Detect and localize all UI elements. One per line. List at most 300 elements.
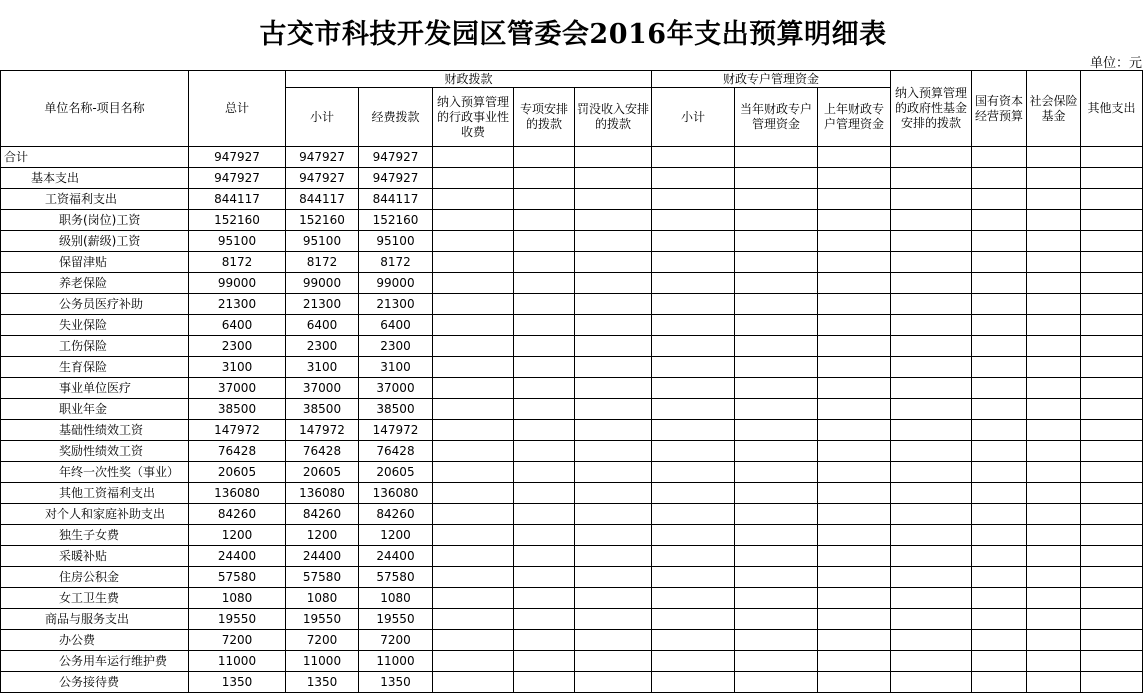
row-empty-cell — [972, 147, 1027, 168]
row-empty-cell — [972, 525, 1027, 546]
row-fiscal-funding: 84260 — [359, 504, 433, 525]
row-empty-cell — [514, 273, 575, 294]
row-empty-cell — [1081, 315, 1143, 336]
row-empty-cell — [1027, 399, 1081, 420]
table-row — [1, 252, 1143, 273]
row-empty-cell — [735, 525, 818, 546]
row-empty-cell — [433, 399, 514, 420]
row-empty-cell — [1081, 378, 1143, 399]
row-empty-cell — [1027, 588, 1081, 609]
table-row — [1, 609, 1143, 630]
row-empty-cell — [652, 168, 735, 189]
header-name: 单位名称-项目名称 — [1, 71, 189, 147]
unit-label: 单位：元 — [1089, 56, 1142, 71]
row-empty-cell — [514, 546, 575, 567]
row-empty-cell — [652, 315, 735, 336]
row-empty-cell — [891, 210, 972, 231]
row-empty-cell — [652, 189, 735, 210]
row-empty-cell — [972, 462, 1027, 483]
row-empty-cell — [652, 147, 735, 168]
row-fiscal-subtotal: 147972 — [286, 420, 359, 441]
row-empty-cell — [1081, 231, 1143, 252]
row-name: 级别(薪级)工资 — [1, 231, 189, 252]
row-empty-cell — [1027, 609, 1081, 630]
row-empty-cell — [972, 399, 1027, 420]
row-empty-cell — [891, 315, 972, 336]
row-empty-cell — [735, 147, 818, 168]
header-state-capital: 国有资本经营预算 — [972, 71, 1027, 147]
row-empty-cell — [575, 609, 652, 630]
row-empty-cell — [972, 231, 1027, 252]
row-fiscal-funding: 947927 — [359, 147, 433, 168]
row-empty-cell — [735, 588, 818, 609]
row-name: 女工卫生费 — [1, 588, 189, 609]
row-empty-cell — [891, 231, 972, 252]
row-empty-cell — [433, 651, 514, 672]
table-row — [1, 147, 1143, 168]
row-empty-cell — [972, 672, 1027, 693]
row-empty-cell — [514, 567, 575, 588]
row-empty-cell — [652, 231, 735, 252]
row-empty-cell — [433, 315, 514, 336]
row-empty-cell — [891, 147, 972, 168]
row-empty-cell — [818, 504, 891, 525]
row-empty-cell — [1081, 336, 1143, 357]
row-empty-cell — [1081, 399, 1143, 420]
row-empty-cell — [433, 630, 514, 651]
row-fiscal-funding: 1080 — [359, 588, 433, 609]
row-fiscal-subtotal: 844117 — [286, 189, 359, 210]
row-empty-cell — [652, 420, 735, 441]
table-header — [1, 71, 1143, 147]
row-empty-cell — [514, 441, 575, 462]
row-empty-cell — [575, 294, 652, 315]
row-total: 57580 — [189, 567, 286, 588]
row-fiscal-funding: 947927 — [359, 168, 433, 189]
row-empty-cell — [1081, 420, 1143, 441]
row-empty-cell — [891, 651, 972, 672]
row-empty-cell — [575, 252, 652, 273]
row-empty-cell — [735, 504, 818, 525]
row-empty-cell — [575, 210, 652, 231]
row-empty-cell — [818, 525, 891, 546]
row-total: 8172 — [189, 252, 286, 273]
table-body — [1, 147, 1143, 693]
row-empty-cell — [433, 168, 514, 189]
row-name: 公务接待费 — [1, 672, 189, 693]
row-fiscal-subtotal: 19550 — [286, 609, 359, 630]
row-empty-cell — [1027, 462, 1081, 483]
row-empty-cell — [972, 588, 1027, 609]
row-fiscal-subtotal: 38500 — [286, 399, 359, 420]
row-empty-cell — [575, 567, 652, 588]
row-fiscal-subtotal: 1080 — [286, 588, 359, 609]
row-total: 1350 — [189, 672, 286, 693]
row-empty-cell — [514, 504, 575, 525]
row-total: 38500 — [189, 399, 286, 420]
row-total: 1200 — [189, 525, 286, 546]
table-row — [1, 651, 1143, 672]
row-empty-cell — [891, 630, 972, 651]
row-empty-cell — [575, 189, 652, 210]
header-gov-fund: 纳入预算管理的政府性基金安排的拨款 — [891, 71, 972, 147]
row-empty-cell — [1081, 567, 1143, 588]
row-empty-cell — [891, 546, 972, 567]
row-fiscal-subtotal: 24400 — [286, 546, 359, 567]
budget-table — [0, 70, 1143, 693]
table-row — [1, 525, 1143, 546]
row-empty-cell — [891, 567, 972, 588]
row-fiscal-subtotal: 947927 — [286, 168, 359, 189]
row-empty-cell — [575, 168, 652, 189]
row-name: 职务(岗位)工资 — [1, 210, 189, 231]
row-empty-cell — [972, 630, 1027, 651]
row-empty-cell — [652, 441, 735, 462]
row-empty-cell — [891, 252, 972, 273]
row-empty-cell — [891, 483, 972, 504]
row-empty-cell — [735, 546, 818, 567]
header-fiscal-subtotal: 小计 — [286, 88, 359, 147]
row-empty-cell — [1081, 147, 1143, 168]
table-row — [1, 273, 1143, 294]
row-empty-cell — [514, 252, 575, 273]
row-empty-cell — [652, 399, 735, 420]
row-name: 事业单位医疗 — [1, 378, 189, 399]
row-empty-cell — [575, 504, 652, 525]
row-empty-cell — [575, 399, 652, 420]
row-empty-cell — [735, 567, 818, 588]
row-empty-cell — [735, 399, 818, 420]
table-row — [1, 483, 1143, 504]
row-empty-cell — [1027, 567, 1081, 588]
row-empty-cell — [735, 168, 818, 189]
header-fiscal-funding: 经费拨款 — [359, 88, 433, 147]
row-total: 7200 — [189, 630, 286, 651]
row-fiscal-subtotal: 8172 — [286, 252, 359, 273]
row-fiscal-subtotal: 7200 — [286, 630, 359, 651]
row-empty-cell — [735, 273, 818, 294]
row-empty-cell — [972, 357, 1027, 378]
row-empty-cell — [818, 189, 891, 210]
row-empty-cell — [1027, 378, 1081, 399]
row-empty-cell — [1081, 546, 1143, 567]
row-empty-cell — [972, 651, 1027, 672]
row-empty-cell — [652, 630, 735, 651]
row-empty-cell — [1027, 672, 1081, 693]
table-row — [1, 336, 1143, 357]
row-empty-cell — [1081, 189, 1143, 210]
row-empty-cell — [652, 294, 735, 315]
row-empty-cell — [514, 525, 575, 546]
row-total: 1080 — [189, 588, 286, 609]
row-empty-cell — [433, 609, 514, 630]
row-empty-cell — [735, 378, 818, 399]
row-name: 工资福利支出 — [1, 189, 189, 210]
row-empty-cell — [818, 672, 891, 693]
row-empty-cell — [575, 378, 652, 399]
table-row — [1, 378, 1143, 399]
row-empty-cell — [818, 420, 891, 441]
row-fiscal-funding: 2300 — [359, 336, 433, 357]
row-total: 20605 — [189, 462, 286, 483]
row-empty-cell — [972, 273, 1027, 294]
row-fiscal-funding: 7200 — [359, 630, 433, 651]
row-empty-cell — [818, 651, 891, 672]
row-empty-cell — [514, 630, 575, 651]
row-empty-cell — [818, 357, 891, 378]
header-social-insurance: 社会保险基金 — [1027, 71, 1081, 147]
row-empty-cell — [891, 399, 972, 420]
row-empty-cell — [433, 231, 514, 252]
row-empty-cell — [1081, 168, 1143, 189]
row-name: 公务员医疗补助 — [1, 294, 189, 315]
row-empty-cell — [575, 336, 652, 357]
row-empty-cell — [1027, 231, 1081, 252]
row-empty-cell — [433, 294, 514, 315]
row-empty-cell — [514, 231, 575, 252]
row-total: 947927 — [189, 147, 286, 168]
row-empty-cell — [1081, 525, 1143, 546]
row-fiscal-subtotal: 1350 — [286, 672, 359, 693]
row-empty-cell — [818, 231, 891, 252]
row-fiscal-funding: 1200 — [359, 525, 433, 546]
row-name: 独生子女费 — [1, 525, 189, 546]
row-empty-cell — [1027, 441, 1081, 462]
row-empty-cell — [652, 252, 735, 273]
row-empty-cell — [1027, 546, 1081, 567]
row-fiscal-funding: 147972 — [359, 420, 433, 441]
row-name: 办公费 — [1, 630, 189, 651]
row-empty-cell — [652, 210, 735, 231]
row-empty-cell — [514, 168, 575, 189]
row-name: 对个人和家庭补助支出 — [1, 504, 189, 525]
row-empty-cell — [972, 252, 1027, 273]
row-name: 职业年金 — [1, 399, 189, 420]
row-empty-cell — [1081, 504, 1143, 525]
row-fiscal-funding: 1350 — [359, 672, 433, 693]
row-name: 商品与服务支出 — [1, 609, 189, 630]
table-row — [1, 168, 1143, 189]
row-fiscal-funding: 76428 — [359, 441, 433, 462]
row-empty-cell — [433, 441, 514, 462]
row-empty-cell — [818, 567, 891, 588]
row-empty-cell — [818, 168, 891, 189]
row-fiscal-funding: 11000 — [359, 651, 433, 672]
row-fiscal-subtotal: 37000 — [286, 378, 359, 399]
row-empty-cell — [433, 189, 514, 210]
row-empty-cell — [652, 672, 735, 693]
row-empty-cell — [652, 609, 735, 630]
row-empty-cell — [1027, 651, 1081, 672]
row-empty-cell — [514, 588, 575, 609]
row-empty-cell — [818, 441, 891, 462]
row-fiscal-funding: 21300 — [359, 294, 433, 315]
row-empty-cell — [735, 651, 818, 672]
row-fiscal-funding: 38500 — [359, 399, 433, 420]
table-row — [1, 189, 1143, 210]
row-empty-cell — [1027, 252, 1081, 273]
row-empty-cell — [433, 567, 514, 588]
row-empty-cell — [1081, 651, 1143, 672]
row-empty-cell — [818, 210, 891, 231]
row-total: 147972 — [189, 420, 286, 441]
row-fiscal-subtotal: 95100 — [286, 231, 359, 252]
row-empty-cell — [891, 273, 972, 294]
row-empty-cell — [1081, 588, 1143, 609]
row-empty-cell — [652, 504, 735, 525]
row-fiscal-subtotal: 2300 — [286, 336, 359, 357]
table-row — [1, 441, 1143, 462]
row-total: 37000 — [189, 378, 286, 399]
row-empty-cell — [433, 588, 514, 609]
row-empty-cell — [514, 609, 575, 630]
row-empty-cell — [972, 189, 1027, 210]
row-empty-cell — [575, 231, 652, 252]
row-name: 采暖补贴 — [1, 546, 189, 567]
row-empty-cell — [972, 420, 1027, 441]
row-name: 养老保险 — [1, 273, 189, 294]
header-fiscal-admin-fee: 纳入预算管理的行政事业性收费 — [433, 88, 514, 147]
row-empty-cell — [433, 147, 514, 168]
row-empty-cell — [575, 483, 652, 504]
row-fiscal-funding: 24400 — [359, 546, 433, 567]
row-empty-cell — [818, 273, 891, 294]
row-empty-cell — [735, 231, 818, 252]
row-empty-cell — [735, 315, 818, 336]
row-fiscal-subtotal: 84260 — [286, 504, 359, 525]
row-empty-cell — [818, 315, 891, 336]
table-row — [1, 567, 1143, 588]
row-empty-cell — [575, 147, 652, 168]
row-empty-cell — [1081, 294, 1143, 315]
row-empty-cell — [652, 357, 735, 378]
row-total: 136080 — [189, 483, 286, 504]
row-empty-cell — [652, 588, 735, 609]
row-total: 844117 — [189, 189, 286, 210]
row-empty-cell — [514, 294, 575, 315]
table-row — [1, 546, 1143, 567]
row-empty-cell — [735, 630, 818, 651]
row-empty-cell — [735, 252, 818, 273]
row-empty-cell — [735, 294, 818, 315]
table-row — [1, 630, 1143, 651]
row-empty-cell — [575, 462, 652, 483]
row-name: 失业保险 — [1, 315, 189, 336]
row-empty-cell — [818, 252, 891, 273]
row-empty-cell — [818, 294, 891, 315]
row-empty-cell — [1027, 504, 1081, 525]
row-empty-cell — [514, 315, 575, 336]
row-empty-cell — [575, 672, 652, 693]
row-fiscal-funding: 37000 — [359, 378, 433, 399]
row-name: 保留津贴 — [1, 252, 189, 273]
row-empty-cell — [433, 357, 514, 378]
table-row — [1, 462, 1143, 483]
header-fiscal-confiscation: 罚没收入安排的拨款 — [575, 88, 652, 147]
row-empty-cell — [972, 567, 1027, 588]
row-empty-cell — [652, 483, 735, 504]
page-title: 古交市科技开发园区管委会2016年支出预算明细表 — [259, 19, 887, 50]
row-fiscal-funding: 19550 — [359, 609, 433, 630]
row-empty-cell — [652, 567, 735, 588]
row-empty-cell — [514, 147, 575, 168]
row-name: 年终一次性奖（事业） — [1, 462, 189, 483]
row-empty-cell — [818, 378, 891, 399]
row-empty-cell — [1027, 315, 1081, 336]
row-empty-cell — [575, 420, 652, 441]
row-empty-cell — [1081, 357, 1143, 378]
header-special-group: 财政专户管理资金 — [652, 71, 891, 88]
table-row — [1, 231, 1143, 252]
table-row — [1, 294, 1143, 315]
row-empty-cell — [891, 189, 972, 210]
row-empty-cell — [818, 546, 891, 567]
row-empty-cell — [972, 168, 1027, 189]
row-empty-cell — [575, 357, 652, 378]
row-empty-cell — [433, 462, 514, 483]
row-fiscal-subtotal: 21300 — [286, 294, 359, 315]
row-name: 生育保险 — [1, 357, 189, 378]
row-empty-cell — [972, 210, 1027, 231]
row-total: 76428 — [189, 441, 286, 462]
row-fiscal-subtotal: 57580 — [286, 567, 359, 588]
row-empty-cell — [652, 336, 735, 357]
row-total: 84260 — [189, 504, 286, 525]
row-empty-cell — [514, 189, 575, 210]
row-empty-cell — [891, 504, 972, 525]
row-empty-cell — [972, 483, 1027, 504]
row-fiscal-subtotal: 3100 — [286, 357, 359, 378]
row-name: 基础性绩效工资 — [1, 420, 189, 441]
row-empty-cell — [818, 399, 891, 420]
row-empty-cell — [1027, 168, 1081, 189]
row-empty-cell — [514, 357, 575, 378]
row-fiscal-funding: 3100 — [359, 357, 433, 378]
row-empty-cell — [891, 378, 972, 399]
row-fiscal-subtotal: 20605 — [286, 462, 359, 483]
row-empty-cell — [575, 525, 652, 546]
row-total: 19550 — [189, 609, 286, 630]
row-empty-cell — [652, 273, 735, 294]
row-empty-cell — [1027, 630, 1081, 651]
row-fiscal-funding: 8172 — [359, 252, 433, 273]
row-empty-cell — [972, 504, 1027, 525]
header-other: 其他支出 — [1081, 71, 1143, 147]
row-empty-cell — [575, 315, 652, 336]
row-fiscal-subtotal: 6400 — [286, 315, 359, 336]
table-row — [1, 504, 1143, 525]
row-empty-cell — [818, 336, 891, 357]
row-total: 6400 — [189, 315, 286, 336]
table-row — [1, 210, 1143, 231]
row-empty-cell — [972, 609, 1027, 630]
row-empty-cell — [1081, 609, 1143, 630]
row-fiscal-funding: 152160 — [359, 210, 433, 231]
row-empty-cell — [514, 336, 575, 357]
row-fiscal-subtotal: 76428 — [286, 441, 359, 462]
row-empty-cell — [1027, 336, 1081, 357]
row-empty-cell — [514, 420, 575, 441]
row-empty-cell — [891, 168, 972, 189]
row-fiscal-subtotal: 11000 — [286, 651, 359, 672]
row-empty-cell — [1027, 420, 1081, 441]
row-empty-cell — [818, 483, 891, 504]
row-empty-cell — [972, 294, 1027, 315]
row-empty-cell — [1027, 189, 1081, 210]
row-empty-cell — [818, 630, 891, 651]
row-empty-cell — [972, 546, 1027, 567]
row-fiscal-subtotal: 99000 — [286, 273, 359, 294]
